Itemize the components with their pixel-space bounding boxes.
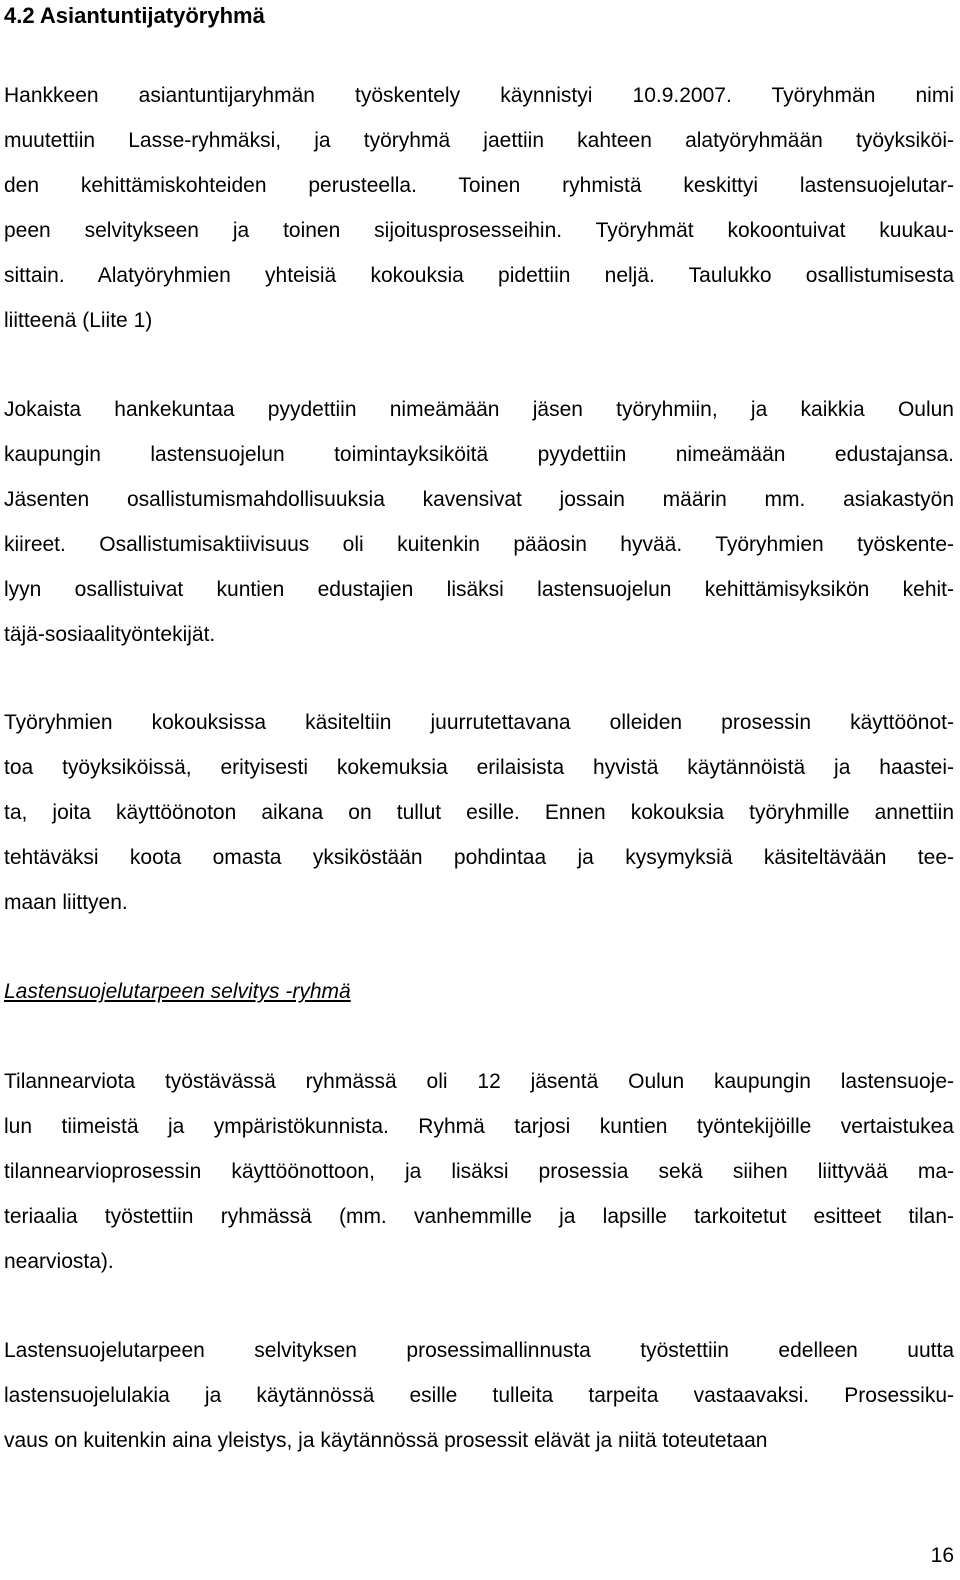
paragraph-line: den kehittämiskohteiden perusteella. Toinen ryhmistä keskittyi lastensuojelutar- [4,174,954,197]
paragraph-line: kaupungin lastensuojelun toimintayksiköitä pyydettiin nimeämään edustajansa. [4,443,954,466]
paragraph-4 [4,1059,954,1284]
paragraph-line: vaus on kuitenkin aina yleistys, ja käytännössä prosessit elävät ja niitä toteutetaan [4,1429,768,1452]
paragraph-line: lun tiimeistä ja ympäristökunnista. Ryhmä tarjosi kuntien työntekijöille vertaistukea [4,1115,954,1138]
paragraph-line: nearviosta). [4,1250,114,1273]
paragraph-line: toa työyksiköissä, erityisesti kokemuksia erilaisista hyvistä käytännöistä ja haastei- [4,756,954,779]
paragraph-line: lyyn osallistuivat kuntien edustajien lisäksi lastensuojelun kehittämisyksikön kehit- [4,578,954,601]
paragraph-line: peen selvitykseen ja toinen sijoitusprosesseihin. Työryhmät kokoontuivat kuukau- [4,219,954,242]
paragraph-2 [4,387,954,657]
paragraph-line: tehtäväksi koota omasta yksiköstään pohdintaa ja kysymyksiä käsiteltävään tee- [4,846,954,869]
paragraph-line: Jäsenten osallistumismahdollisuuksia kavensivat jossain määrin mm. asiakastyön [4,488,954,511]
paragraph-line: Hankkeen asiantuntijaryhmän työskentely käynnistyi 10.9.2007. Työryhmän nimi [4,84,954,107]
paragraph-line: tilannearvioprosessin käyttöönottoon, ja lisäksi prosessia sekä siihen liittyvää ma- [4,1160,954,1183]
paragraph-line: sittain. Alatyöryhmien yhteisiä kokouksia pidettiin neljä. Taulukko osallistumisesta [4,264,954,287]
paragraph-line: lastensuojelulakia ja käytännössä esille tulleita tarpeita vastaavaksi. Prosessiku- [4,1384,954,1407]
paragraph-line: täjä-sosiaalityöntekijät. [4,623,216,646]
paragraph-line: Jokaista hankekuntaa pyydettiin nimeämään jäsen työryhmiin, ja kaikkia Oulun [4,398,954,421]
paragraph-line: teriaalia työstettiin ryhmässä (mm. vanhemmille ja lapsille tarkoitetut esitteet tilan- [4,1205,954,1228]
paragraph-line: Tilannearviota työstävässä ryhmässä oli 12 jäsentä Oulun kaupungin lastensuoje- [4,1070,954,1093]
paragraph-5 [4,1328,954,1463]
paragraph-line: ta, joita käyttöönoton aikana on tullut esille. Ennen kokouksia työryhmille annettiin [4,801,954,824]
subheading: Lastensuojelutarpeen selvitys -ryhmä [4,980,351,1003]
section-heading: 4.2 Asiantuntijatyöryhmä [4,3,265,28]
paragraph-line: muutettiin Lasse-ryhmäksi, ja työryhmä jaettiin kahteen alatyöryhmään työyksiköi- [4,129,954,152]
paragraph-1 [4,73,954,343]
paragraph-3 [4,700,954,925]
paragraph-line: kiireet. Osallistumisaktiivisuus oli kuitenkin pääosin hyvää. Työryhmien työskente- [4,533,954,556]
paragraph-line: Työryhmien kokouksissa käsiteltiin juurrutettavana olleiden prosessin käyttöönot- [4,711,954,734]
page-number: 16 [930,1544,954,1567]
paragraph-line: liitteenä (Liite 1) [4,309,153,332]
paragraph-line: maan liittyen. [4,891,128,914]
paragraph-line: Lastensuojelutarpeen selvityksen prosessimallinnusta työstettiin edelleen uutta [4,1339,954,1362]
